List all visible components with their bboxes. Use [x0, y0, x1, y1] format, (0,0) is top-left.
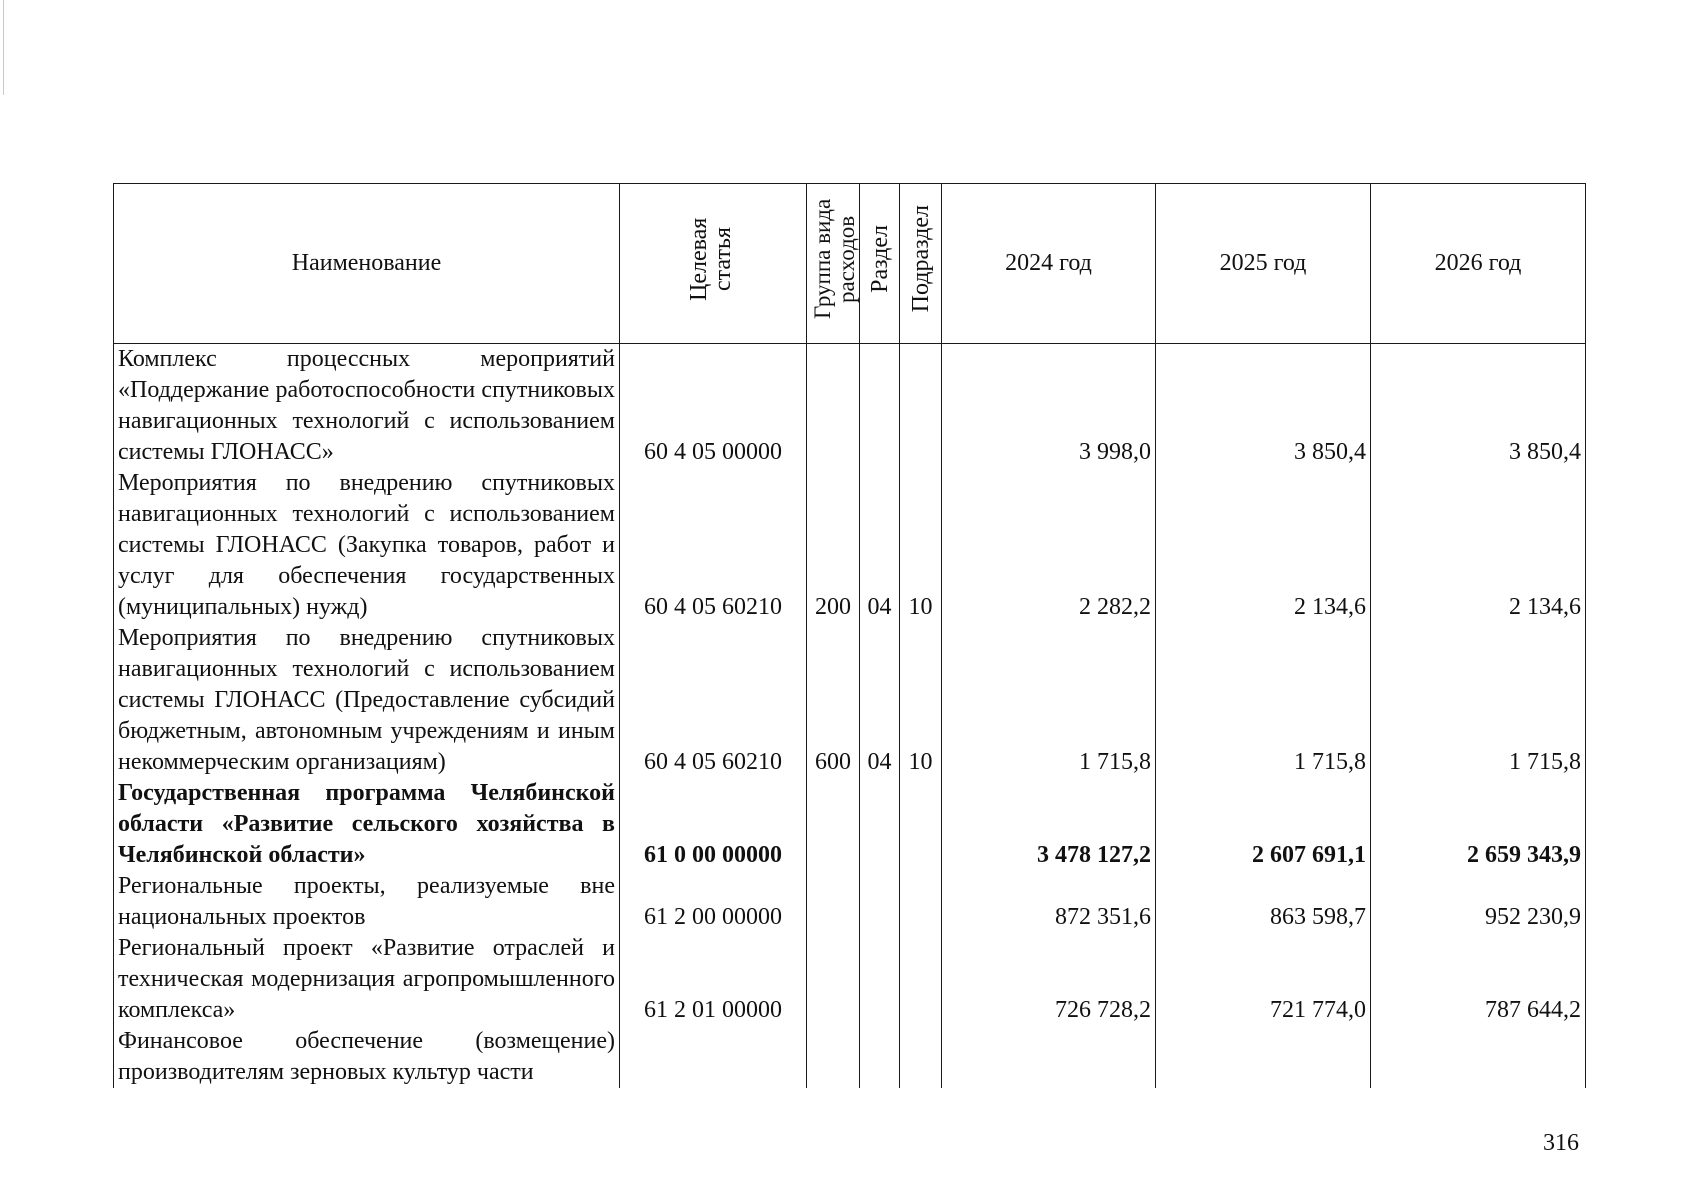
- row-value-2026: 2 134,6: [1371, 468, 1586, 623]
- row-group: [807, 1026, 860, 1088]
- row-value-2024: 1 715,8: [942, 623, 1156, 778]
- table-row: [114, 1026, 1586, 1088]
- table-row: [114, 778, 1586, 871]
- page-number: 316: [1543, 1130, 1579, 1156]
- row-value-2024: 2 282,2: [942, 468, 1156, 623]
- row-value-2025: 863 598,7: [1156, 871, 1371, 933]
- row-target-code: 61 2 01 00000: [620, 933, 807, 1026]
- header-group-label: Группа вида расходов: [810, 198, 859, 320]
- row-target-code: 61 0 00 00000: [620, 778, 807, 871]
- table-row: [114, 623, 1586, 778]
- row-target-code: 60 4 05 60210: [620, 623, 807, 778]
- row-value-2024: 3 998,0: [942, 344, 1156, 469]
- row-value-2024: [942, 1026, 1156, 1088]
- row-value-2025: 2 134,6: [1156, 468, 1371, 623]
- header-name: Наименование: [114, 184, 620, 344]
- row-value-2026: [1371, 1026, 1586, 1088]
- row-value-2025: 721 774,0: [1156, 933, 1371, 1026]
- budget-table: [113, 183, 1586, 1088]
- row-section: [860, 933, 900, 1026]
- header-row: [114, 184, 1586, 344]
- row-section: 04: [860, 468, 900, 623]
- row-value-2025: 1 715,8: [1156, 623, 1371, 778]
- table-row: [114, 933, 1586, 1026]
- header-section-label: Раздел: [866, 225, 893, 293]
- row-value-2024: 726 728,2: [942, 933, 1156, 1026]
- header-target-label: Целевая статья: [686, 217, 736, 301]
- table-row: [114, 344, 1586, 469]
- row-target-code: 60 4 05 60210: [620, 468, 807, 623]
- row-value-2026: 3 850,4: [1371, 344, 1586, 469]
- row-group: 600: [807, 623, 860, 778]
- row-group: [807, 933, 860, 1026]
- row-subsection: [900, 1026, 942, 1088]
- row-subsection: [900, 933, 942, 1026]
- row-section: [860, 871, 900, 933]
- row-value-2025: 2 607 691,1: [1156, 778, 1371, 871]
- row-subsection: 10: [900, 623, 942, 778]
- row-value-2026: 2 659 343,9: [1371, 778, 1586, 871]
- row-value-2025: 3 850,4: [1156, 344, 1371, 469]
- row-group: [807, 871, 860, 933]
- header-subsection: [900, 184, 942, 344]
- row-group: [807, 344, 860, 469]
- row-section: 04: [860, 623, 900, 778]
- row-value-2024: 872 351,6: [942, 871, 1156, 933]
- header-section: [860, 184, 900, 344]
- row-group: 200: [807, 468, 860, 623]
- header-subsection-label: Подраздел: [907, 205, 934, 313]
- scan-edge-mark: [3, 0, 4, 95]
- header-target: [620, 184, 807, 344]
- row-subsection: [900, 778, 942, 871]
- row-target-code: [620, 1026, 807, 1088]
- row-section: [860, 344, 900, 469]
- row-name: Региональный проект «Развитие отраслей и техническая модернизация агропромышленного комплекса»: [114, 933, 620, 1026]
- row-value-2026: 952 230,9: [1371, 871, 1586, 933]
- header-group: [807, 184, 860, 344]
- row-section: [860, 1026, 900, 1088]
- row-target-code: 60 4 05 00000: [620, 344, 807, 469]
- row-name: Мероприятия по внедрению спутниковых навигационных технологий с использованием системы ГЛОНАСС (Предоставление субсидий бюджетным, автономным учреждениям и иным некоммерческим организациям): [114, 623, 620, 778]
- row-name: Государственная программа Челябинской области «Развитие сельского хозяйства в Челябинской области»: [114, 778, 620, 871]
- table-row: [114, 468, 1586, 623]
- row-section: [860, 778, 900, 871]
- row-subsection: [900, 871, 942, 933]
- row-name: Региональные проекты, реализуемые вне национальных проектов: [114, 871, 620, 933]
- header-2024: 2024 год: [942, 184, 1156, 344]
- row-value-2026: 1 715,8: [1371, 623, 1586, 778]
- row-subsection: 10: [900, 468, 942, 623]
- table-row: [114, 871, 1586, 933]
- row-subsection: [900, 344, 942, 469]
- row-value-2024: 3 478 127,2: [942, 778, 1156, 871]
- row-name: Мероприятия по внедрению спутниковых навигационных технологий с использованием системы ГЛОНАСС (Закупка товаров, работ и услуг для обеспечения государственных (муниципальных) нужд): [114, 468, 620, 623]
- row-value-2025: [1156, 1026, 1371, 1088]
- row-value-2026: 787 644,2: [1371, 933, 1586, 1026]
- row-name: Комплекс процессных мероприятий «Поддержание работоспособности спутниковых навигационных технологий с использованием системы ГЛОНАСС»: [114, 344, 620, 469]
- row-name: Финансовое обеспечение (возмещение) производителям зерновых культур части: [114, 1026, 620, 1088]
- header-2026: 2026 год: [1371, 184, 1586, 344]
- header-2025: 2025 год: [1156, 184, 1371, 344]
- row-target-code: 61 2 00 00000: [620, 871, 807, 933]
- row-group: [807, 778, 860, 871]
